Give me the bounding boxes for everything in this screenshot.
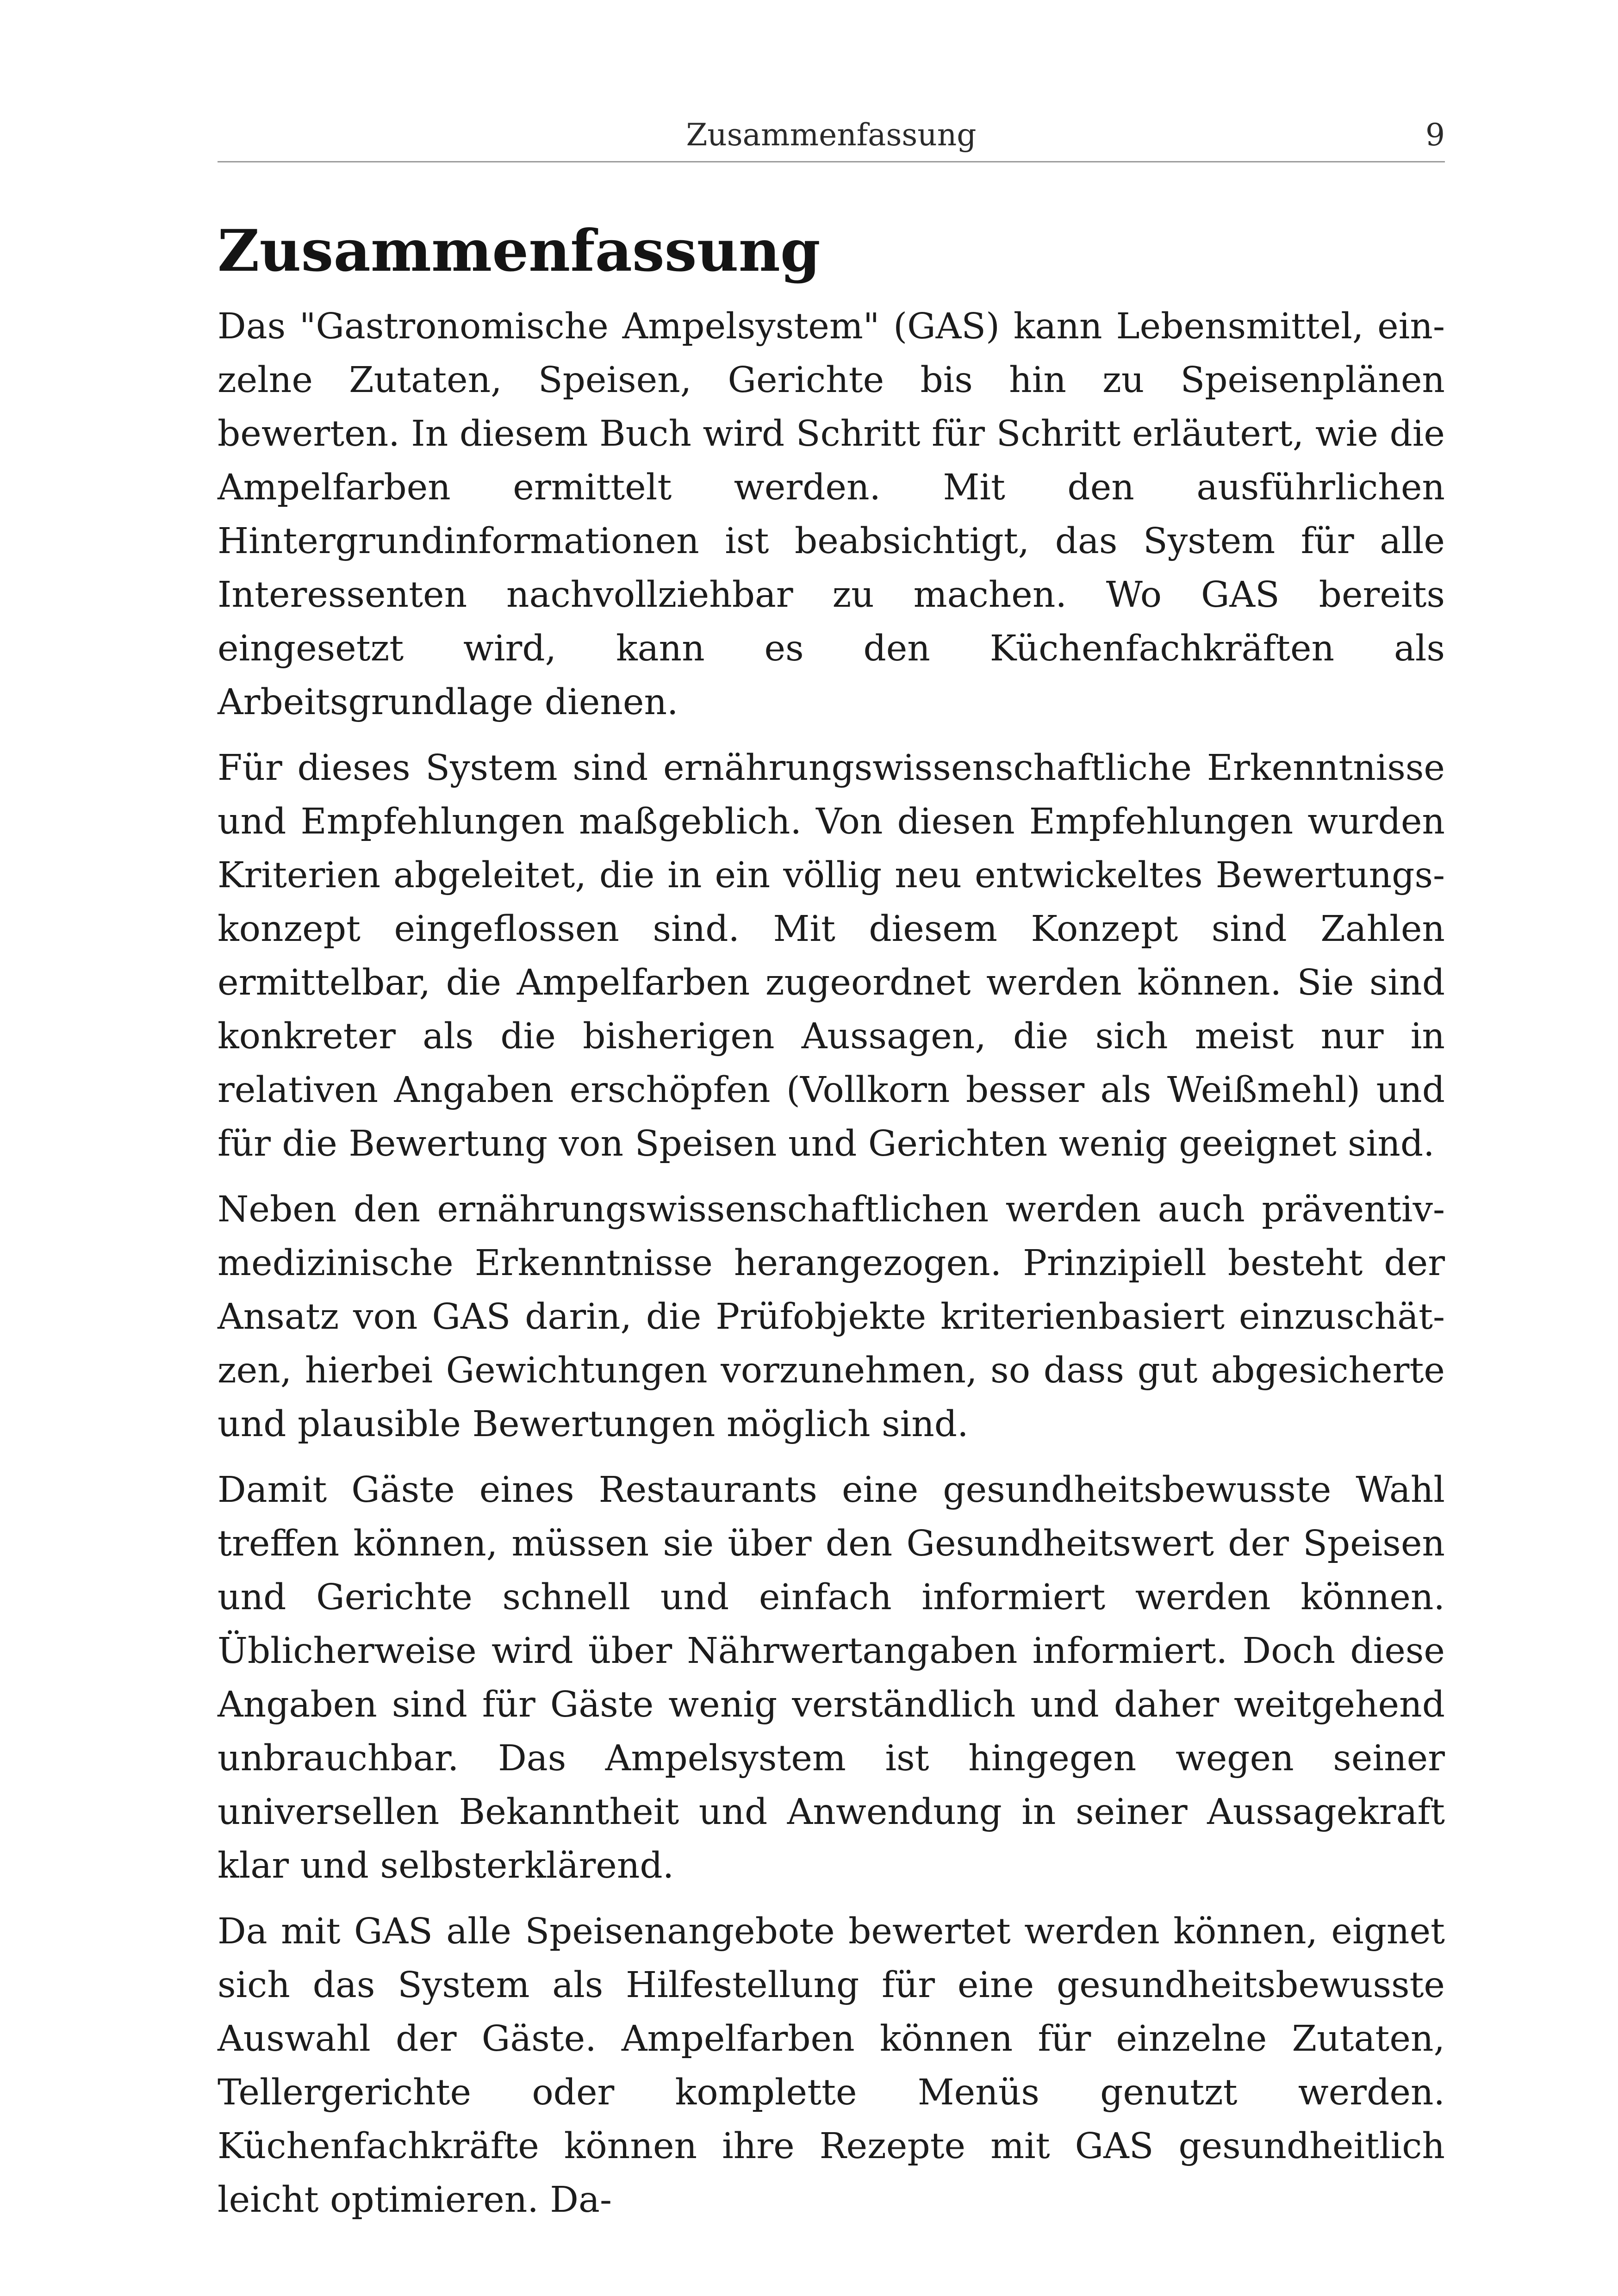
chapter-title: Zusammenfassung <box>218 218 821 285</box>
paragraph-guest-information: Damit Gäste eines Restaurants eine gesundheitsbewusste Wahl treffen können, müssen sie über den Gesundheitswert der Speisen und Gerichte schnell und einfach informiert werden können. Üblicherweise wird über Nährwertangaben informiert. Doch diese Angaben sind für Gäste wenig verständlich und daher weitgehend unbrauchbar. Das Ampelsystem ist hingegen wegen seiner universellen Bekanntheit und Anwendung in seiner Aussagekraft klar und selbsterklärend. <box>218 1469 1445 1886</box>
paragraph-application: Da mit GAS alle Speisenangebote bewertet werden können, eignet sich das System als Hilfestellung für eine gesundheitsbewusste Auswahl der Gäste. Ampelfarben können für einzelne Zutaten, Tellergerichte oder komplette Menüs genutzt werden. Küchenfachkräfte können ihre Rezepte mit GAS gesundheitlich leicht optimieren. Da- <box>218 1911 1445 2221</box>
running-header <box>218 110 1445 162</box>
paragraph-criteria: Für dieses System sind ernährungswissenschaftliche Erkenntnisse und Empfehlungen maßgeblich. Von diesen Empfehlungen wurden Kriterien abgeleitet, die in ein völlig neu entwickeltes Bewertungskonzept eingeflossen sind. Mit diesem Konzept sind Zahlen ermittelbar, die Ampelfarben zugeordnet werden können. Sie sind konkreter als die bisherigen Aussagen, die sich meist nur in relativen Angaben erschöpfen (Vollkorn besser als Weißmehl) und für die Bewertung von Speisen und Gerichten wenig geeignet sind. <box>218 747 1445 1164</box>
body-text <box>218 300 1445 2239</box>
page-number: 9 <box>1425 117 1445 153</box>
book-page <box>218 0 1445 2296</box>
paragraph-intro: Das "Gastronomische Ampelsystem" (GAS) kann Lebensmittel, einzelne Zutaten, Speisen, Gerichte bis hin zu Speisenplänen bewerten. In diesem Buch wird Schritt für Schritt erläutert, wie die Ampelfarben ermittelt werden. Mit den ausführlichen Hintergrundinformationen ist beabsichtigt, das System für alle Interessenten nachvollziehbar zu machen. Wo GAS bereits eingesetzt wird, kann es den Küchenfachkräften als Arbeitsgrundlage dienen. <box>218 306 1445 723</box>
running-title: Zusammenfassung <box>686 117 977 153</box>
paragraph-preventive-medicine: Neben den ernährungswissenschaftlichen werden auch präventivmedizinische Erkenntnisse herangezogen. Prinzipiell besteht der Ansatz von GAS darin, die Prüfobjekte kriterienbasiert einzuschätzen, hierbei Gewichtungen vorzunehmen, so dass gut abgesicherte und plausible Bewertungen möglich sind. <box>218 1189 1445 1445</box>
